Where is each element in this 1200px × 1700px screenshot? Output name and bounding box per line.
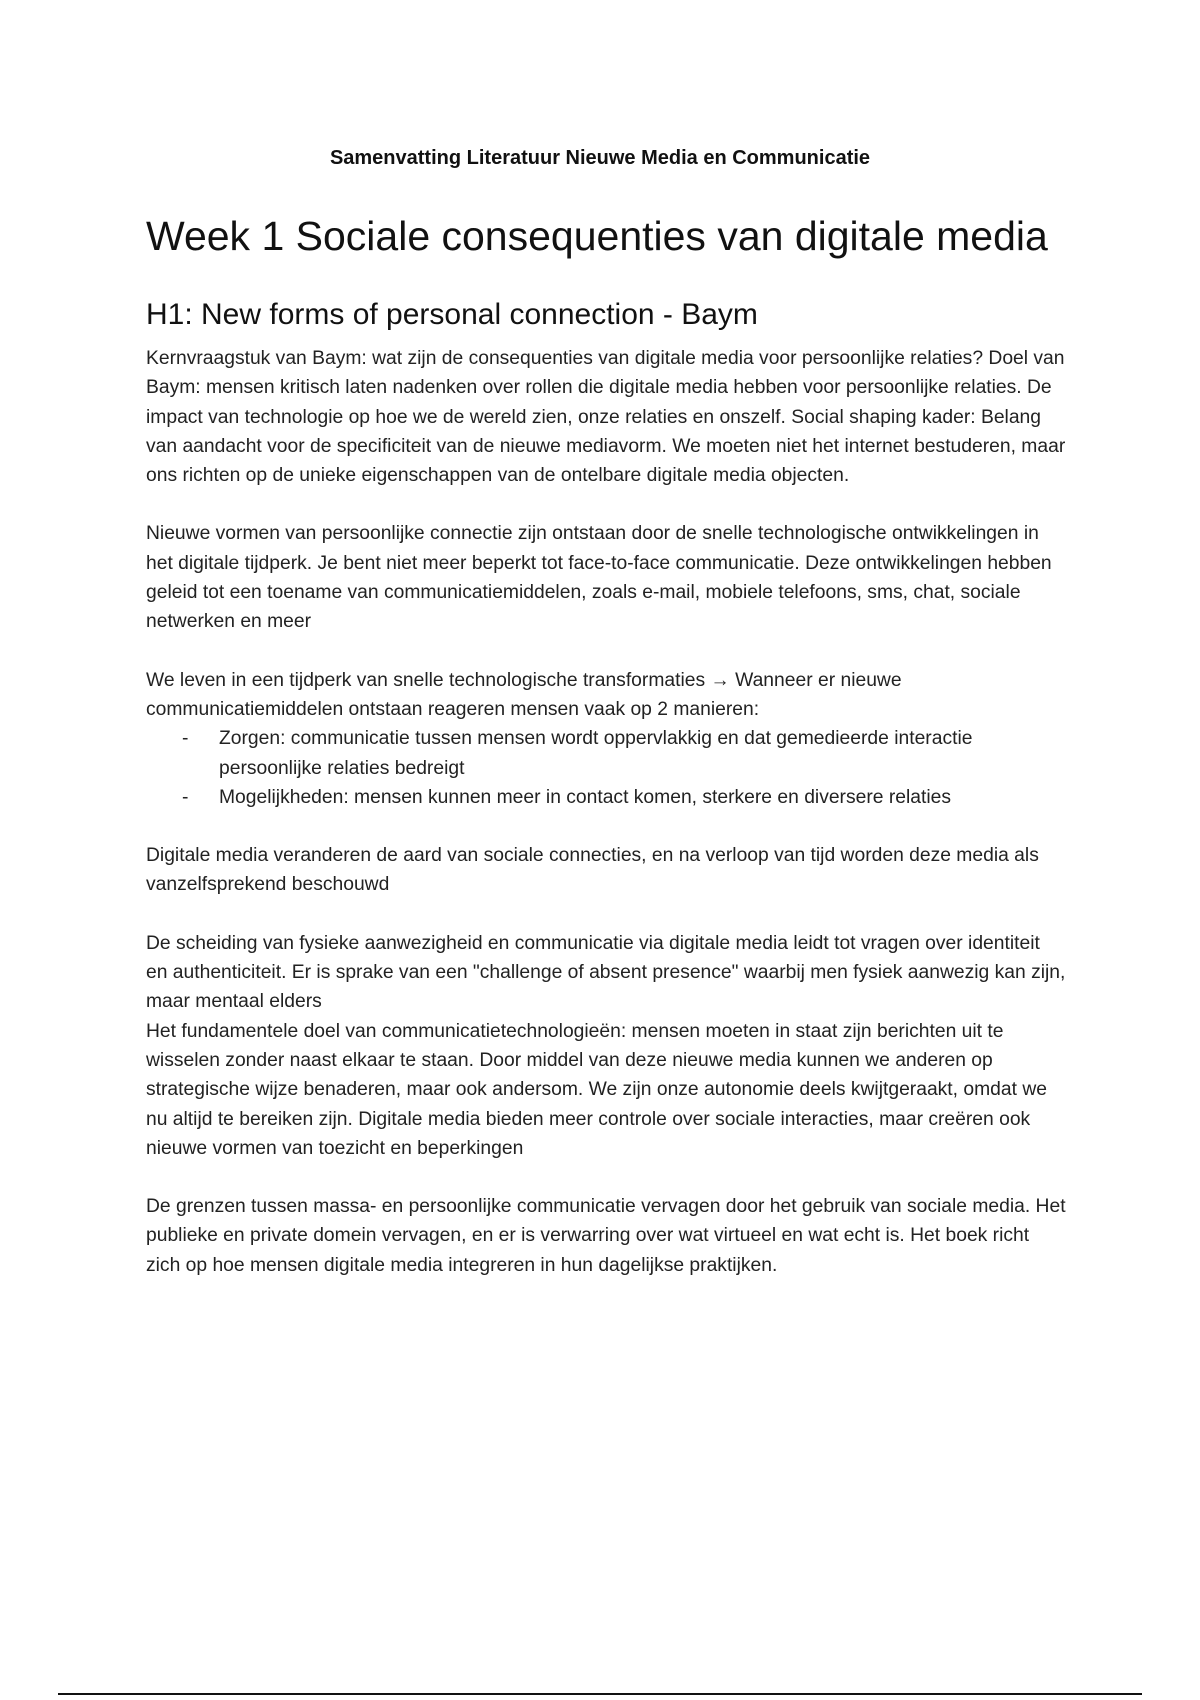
paragraph-gap xyxy=(146,490,1066,519)
paragraph-transformations: We leven in een tijdperk van snelle technologische transformaties → Wanneer er nieuwe communicatiemiddelen ontstaan reageren mensen vaak op 2 manieren: xyxy=(146,669,902,720)
week-heading: Week 1 Sociale consequenties van digitale media xyxy=(146,213,1048,259)
paragraph-intro: Kernvraagstuk van Baym: wat zijn de consequenties van digitale media voor persoonlijke relaties? Doel van Baym: mensen kritisch laten nadenken over rollen die digitale media hebben voor persoonlijke relaties. De impact van technologie op hoe we de wereld zien, onze relaties en onszelf. Social shaping kader: Belang van aandacht voor de specificiteit van de nieuwe mediavorm. We moeten niet het internet bestuderen, maar ons richten op de unieke eigenschappen van de ontelbare digitale media objecten. xyxy=(146,348,1066,487)
paragraph-gap xyxy=(146,637,1066,666)
list-item xyxy=(146,783,1066,812)
list-dash: - xyxy=(182,728,189,750)
list-item-text: Zorgen: communicatie tussen mensen wordt oppervlakkig en dat gemedieerde interactie persoonlijke relaties bedreigt xyxy=(219,728,973,779)
page-bottom-rule xyxy=(58,1693,1142,1695)
paragraph-gap xyxy=(146,1163,1066,1192)
list-item-text: Mogelijkheden: mensen kunnen meer in contact komen, sterkere en diversere relaties xyxy=(219,786,952,808)
paragraph-absent-presence: De scheiding van fysieke aanwezigheid en communicatie via digitale media leidt tot vragen over identiteit en authenticiteit. Er is sprake van een "challenge of absent presence" waarbij men fysiek aanwezig kan zijn, maar mentaal elders xyxy=(146,932,1066,1013)
paragraph-fundamental-goal: Het fundamentele doel van communicatietechnologieën: mensen moeten in staat zijn berichten uit te wisselen zonder naast elkaar te staan. Door middel van deze nieuwe media kunnen we anderen op strategische wijze benaderen, maar ook andersom. We zijn onze autonomie deels kwijtgeraakt, omdat we nu altijd te bereiken zijn. Digitale media bieden meer controle over sociale interacties, maar creëren ook nieuwe vormen van toezicht en beperkingen xyxy=(146,1020,1047,1159)
list-item xyxy=(146,724,1066,783)
list-dash: - xyxy=(182,786,189,808)
paragraph-boundaries: De grenzen tussen massa- en persoonlijke communicatie vervagen door het gebruik van sociale media. Het publieke en private domein vervagen, en er is verwarring over wat virtueel en wat echt is. Het boek richt zich op hoe mensen digitale media integreren in hun dagelijkse praktijken. xyxy=(146,1196,1066,1276)
document-title: Samenvatting Literatuur Nieuwe Media en Communicatie xyxy=(329,147,871,169)
paragraph-gap xyxy=(146,900,1066,929)
paragraph-gap xyxy=(146,812,1066,841)
paragraph-social-connections: Digitale media veranderen de aard van sociale connecties, en na verloop van tijd worden deze media als vanzelfsprekend beschouwd xyxy=(146,845,1039,896)
reaction-list xyxy=(146,724,1066,812)
paragraph-new-forms: Nieuwe vormen van persoonlijke connectie zijn ontstaan door de snelle technologische ontwikkelingen in het digitale tijdperk. Je bent niet meer beperkt tot face-to-face communicatie. Deze ontwikkelingen hebben geleid tot een toename van communicatiemiddelen, zoals e-mail, mobiele telefoons, sms, chat, sociale netwerken en meer xyxy=(146,523,1052,633)
document-body xyxy=(146,210,1066,1280)
chapter-heading: H1: New forms of personal connection - Baym xyxy=(146,298,758,331)
